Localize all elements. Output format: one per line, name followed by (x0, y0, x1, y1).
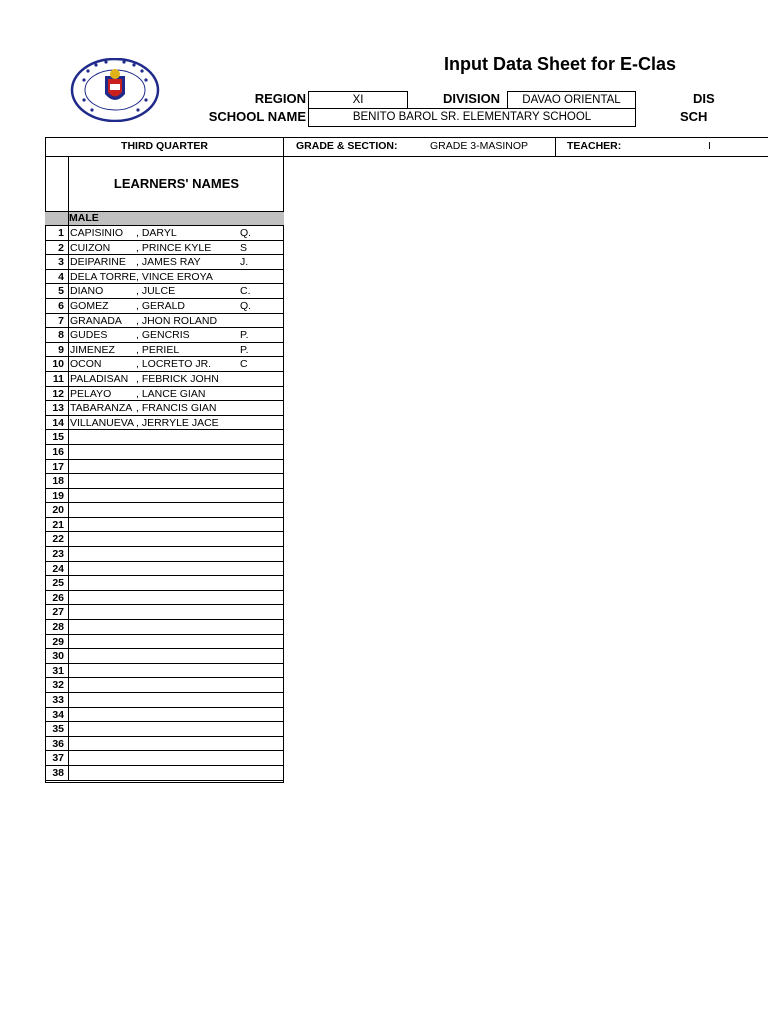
learner-name-cell[interactable] (68, 343, 284, 357)
learner-middle-initial: C. (240, 285, 251, 298)
learner-first-name: , LANCE GIAN (136, 387, 206, 400)
learner-first-name: , VINCE EROYA (136, 270, 213, 283)
row-number: 4 (58, 270, 64, 283)
row-number: 33 (52, 694, 64, 706)
row-number: 19 (52, 489, 64, 502)
learner-first-name: , JULCE (136, 285, 176, 298)
table-row[interactable] (45, 430, 284, 445)
learner-name-cell[interactable] (68, 430, 284, 444)
learner-name-cell[interactable] (68, 299, 284, 313)
district-label: DIS (693, 91, 715, 106)
row-number: 24 (52, 562, 64, 575)
learner-last-name: GRANADA (70, 314, 122, 327)
row-number: 21 (52, 518, 64, 531)
learner-middle-initial: P. (240, 343, 249, 356)
table-row[interactable] (45, 751, 284, 766)
table-row[interactable] (45, 460, 284, 475)
learner-name-cell[interactable] (68, 416, 284, 430)
row-number: 26 (52, 591, 64, 604)
row-number: 3 (58, 256, 64, 269)
learner-name-cell[interactable] (68, 241, 284, 255)
learner-middle-initial: Q. (240, 227, 252, 239)
learner-first-name: , JAMES RAY (136, 256, 201, 269)
row-number: 28 (52, 621, 64, 634)
learner-name-cell[interactable] (68, 591, 284, 605)
learner-middle-initial: S (240, 241, 248, 254)
table-row[interactable] (45, 591, 284, 606)
row-number: 14 (52, 416, 64, 429)
learner-name-cell[interactable] (68, 357, 284, 371)
table-row[interactable] (45, 547, 284, 562)
learner-last-name: TABARANZA (70, 402, 133, 415)
table-row[interactable] (45, 635, 284, 650)
row-number: 13 (52, 402, 64, 415)
learner-first-name: , GERALD (136, 299, 186, 312)
learner-middle-initial: P. (240, 329, 249, 342)
row-number: 1 (58, 227, 64, 239)
table-row[interactable] (45, 299, 284, 314)
learner-name-cell[interactable] (68, 401, 284, 415)
learner-name-cell[interactable] (68, 489, 284, 503)
teacher-divider (555, 137, 556, 157)
learner-name-cell[interactable] (68, 284, 284, 298)
row-number: 35 (52, 723, 64, 736)
table-row[interactable] (45, 270, 284, 285)
learner-name-cell[interactable] (68, 547, 284, 561)
learner-name-cell[interactable] (68, 372, 284, 386)
table-row[interactable] (45, 693, 284, 708)
learner-name-cell[interactable] (68, 460, 284, 474)
learner-first-name: , DARYL (136, 227, 177, 239)
row-number: 37 (52, 752, 64, 765)
table-row[interactable] (45, 416, 284, 431)
deped-seal-logo (70, 58, 160, 122)
row-number: 38 (52, 766, 64, 779)
learner-name-cell[interactable] (68, 518, 284, 532)
learner-last-name: CAPISINIO (70, 227, 124, 239)
learner-name-cell[interactable] (68, 722, 284, 736)
row-number: 27 (52, 606, 64, 619)
table-row[interactable] (45, 474, 284, 489)
table-row[interactable] (45, 503, 284, 518)
male-group-label: MALE (69, 212, 99, 224)
learner-name-cell[interactable] (68, 576, 284, 590)
table-row[interactable] (45, 664, 284, 679)
learner-last-name: PALADISAN (70, 372, 129, 385)
row-number: 2 (58, 241, 64, 254)
table-row[interactable] (45, 401, 284, 416)
learner-name-cell[interactable] (68, 693, 284, 707)
learner-last-name: GUDES (70, 329, 108, 342)
table-row[interactable] (45, 284, 284, 299)
row-number: 18 (52, 475, 64, 488)
learner-name-cell[interactable] (68, 562, 284, 576)
school-name-label: SCHOOL NAME (208, 109, 306, 124)
quarter-cell: THIRD QUARTER (45, 137, 284, 157)
learner-middle-initial: C (240, 358, 248, 371)
table-row[interactable] (45, 489, 284, 504)
table-row[interactable] (45, 255, 284, 270)
learner-name-cell[interactable] (68, 314, 284, 328)
learners-names-header: LEARNERS' NAMES (68, 157, 284, 211)
learner-last-name: VILLANUEVA (70, 416, 134, 429)
learner-first-name: , JHON ROLAND (136, 314, 218, 327)
division-field[interactable]: DAVAO ORIENTAL (507, 91, 636, 109)
table-row[interactable] (45, 620, 284, 635)
table-row[interactable] (45, 649, 284, 664)
learner-rows (45, 226, 284, 781)
row-number: 8 (58, 329, 64, 342)
learner-first-name: , PRINCE KYLE (136, 241, 212, 254)
learner-name-cell[interactable] (68, 270, 284, 284)
learner-name-cell[interactable] (68, 751, 284, 765)
learner-last-name: DIANO (70, 285, 104, 298)
learner-first-name: , FEBRICK JOHN (136, 372, 219, 385)
learner-name-cell[interactable] (68, 226, 284, 240)
row-number: 22 (52, 533, 64, 546)
row-number: 5 (58, 285, 64, 298)
table-row[interactable] (45, 562, 284, 577)
learner-last-name: OCON (70, 358, 102, 371)
teacher-label: TEACHER: (567, 140, 622, 152)
row-number: 6 (58, 299, 64, 312)
division-label: DIVISION (443, 91, 501, 106)
learner-last-name: PELAYO (70, 387, 112, 400)
table-row[interactable] (45, 445, 284, 460)
region-label: REGION (254, 91, 306, 106)
learner-name-cell[interactable] (68, 766, 284, 780)
row-number: 10 (52, 358, 64, 371)
learner-name-cell[interactable] (68, 678, 284, 692)
row-number: 34 (52, 708, 64, 721)
learner-name-cell[interactable] (68, 635, 284, 649)
learner-name-cell[interactable] (68, 445, 284, 459)
table-row[interactable] (45, 708, 284, 723)
table-row[interactable] (45, 678, 284, 693)
learner-name-cell[interactable] (68, 708, 284, 722)
table-row[interactable] (45, 314, 284, 329)
learner-last-name: CUIZON (70, 241, 111, 254)
learner-name-cell[interactable] (68, 255, 284, 269)
table-row[interactable] (45, 518, 284, 533)
learner-first-name: , GENCRIS (136, 329, 190, 342)
row-number: 7 (58, 314, 64, 327)
school-name-field[interactable]: BENITO BAROL SR. ELEMENTARY SCHOOL (308, 108, 636, 127)
table-row[interactable] (45, 357, 284, 372)
learner-last-name: DELA TORRE (70, 270, 136, 283)
learner-name-cell[interactable] (68, 737, 284, 751)
learner-name-cell[interactable] (68, 387, 284, 401)
learner-last-name: JIMENEZ (70, 343, 115, 356)
school-id-label: SCH (680, 109, 708, 124)
row-number: 15 (52, 431, 64, 444)
page-title: Input Data Sheet for E-Clas (444, 54, 677, 74)
row-number: 23 (52, 548, 64, 561)
row-number: 9 (58, 343, 64, 356)
learner-first-name: , LOCRETO JR. (136, 358, 212, 371)
learner-name-cell[interactable] (68, 328, 284, 342)
row-number: 36 (52, 737, 64, 750)
table-row[interactable] (45, 737, 284, 752)
row-number: 16 (52, 445, 64, 458)
table-row[interactable] (45, 605, 284, 620)
learner-name-cell[interactable] (68, 503, 284, 517)
learner-name-cell[interactable] (68, 532, 284, 546)
row-number: 20 (52, 504, 64, 517)
learner-name-cell[interactable] (68, 664, 284, 678)
table-row[interactable] (45, 372, 284, 387)
grade-section-label: GRADE & SECTION: (296, 140, 398, 152)
table-row[interactable] (45, 226, 284, 241)
table-row[interactable] (45, 576, 284, 591)
row-number: 12 (52, 387, 64, 400)
learner-first-name: , JERRYLE JACE (136, 416, 219, 429)
row-number: 32 (52, 679, 64, 692)
learner-last-name: DEIPARINE (70, 256, 126, 269)
learner-name-cell[interactable] (68, 649, 284, 663)
table-row[interactable] (45, 241, 284, 256)
table-row[interactable] (45, 387, 284, 402)
learner-name-cell[interactable] (68, 620, 284, 634)
row-number: 30 (52, 650, 64, 663)
learner-middle-initial: J. (240, 256, 249, 269)
table-row[interactable] (45, 343, 284, 358)
grade-section-value[interactable]: GRADE 3-MASINOP (430, 140, 529, 152)
table-row[interactable] (45, 722, 284, 737)
region-field[interactable]: XI (308, 91, 408, 109)
teacher-value[interactable]: I (708, 140, 711, 152)
learner-first-name: , PERIEL (136, 343, 180, 356)
learner-name-cell[interactable] (68, 474, 284, 488)
row-number: 29 (52, 635, 64, 648)
learner-last-name: GOMEZ (70, 299, 109, 312)
row-number: 31 (52, 664, 64, 677)
table-row[interactable] (45, 532, 284, 547)
learner-middle-initial: Q. (240, 299, 252, 312)
row-number: 11 (52, 372, 64, 385)
learner-name-cell[interactable] (68, 605, 284, 619)
learner-first-name: , FRANCIS GIAN (136, 402, 217, 415)
table-row[interactable] (45, 766, 284, 781)
row-number: 25 (52, 577, 64, 590)
row-number: 17 (52, 460, 64, 473)
table-row[interactable] (45, 328, 284, 343)
